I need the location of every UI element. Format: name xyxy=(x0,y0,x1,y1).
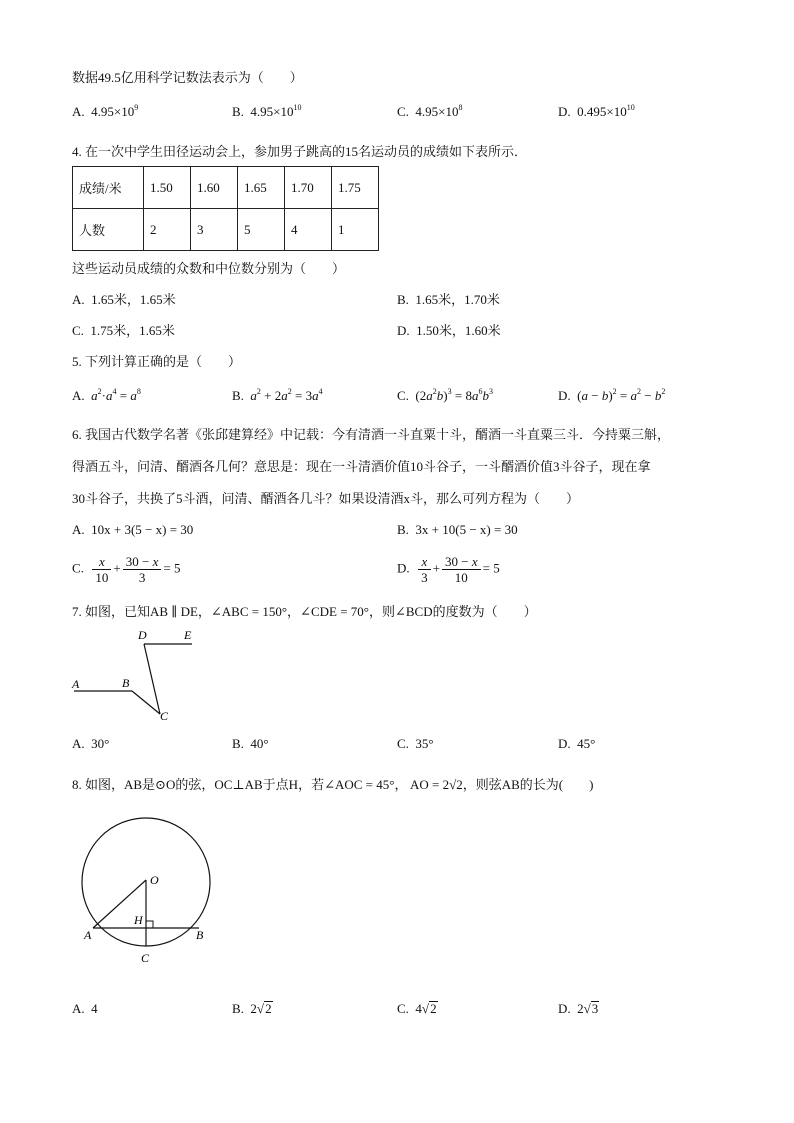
q5-option-c: C. $(2a^2b)^3 = 8a^6b^3$ xyxy=(397,387,493,403)
q4-stem: 4. 在一次中学生田径运动会上，参加男子跳高的15名运动员的成绩如下表所示． xyxy=(72,144,528,159)
q6-option-d: D. $\frac{x}{3}$ + $\frac{30 - x}{10}$ = 5 xyxy=(397,554,500,585)
q5-option-a: A. $a^2\cdot a^4 = a^8$ xyxy=(72,387,141,403)
q7-option-a: A. 30° xyxy=(72,736,110,751)
figure-label: C xyxy=(141,951,150,965)
table-cell: 1.65 xyxy=(238,167,285,209)
table-cell: 1.50 xyxy=(144,167,191,209)
q8-stem xyxy=(72,774,593,793)
table-cell: 1.60 xyxy=(191,167,238,209)
table-cell: 4 xyxy=(285,209,332,251)
figure-label: A xyxy=(84,928,92,942)
table-cell: 3 xyxy=(191,209,238,251)
q3-stem: 数据49.5亿用科学记数法表示为（ ） xyxy=(72,70,303,85)
figure-label: B xyxy=(196,928,204,942)
q8-option-d: D. 2√3 xyxy=(558,1001,599,1016)
q8-option-c: C. 4√2 xyxy=(397,1001,437,1016)
table-row xyxy=(73,209,379,251)
q5-option-b: B. $a^2 + 2a^2 = 3a^4$ xyxy=(232,387,323,403)
table-cell: 5 xyxy=(238,209,285,251)
q4-question: 这些运动员成绩的众数和中位数分别为（ ） xyxy=(72,261,346,276)
q4-option-c: C. 1.75米，1.65米 xyxy=(72,323,175,338)
q3-option-a: A. $4.95\times 10^9$ xyxy=(72,103,139,119)
table-cell: 成绩/米 xyxy=(73,167,144,209)
q6-line3: 30斗谷子，共换了5斗酒，问清、醑酒各几斗？如果设清酒x斗，那么可列方程为（ ） xyxy=(72,491,580,506)
table-cell: 1.75 xyxy=(332,167,379,209)
figure-label: B xyxy=(122,676,130,690)
q3-option-d: D. $0.495\times 10^{10}$ xyxy=(558,103,635,119)
figure-label: A xyxy=(72,677,80,691)
q6-option-b: B. 3x + 10(5 − x) = 30 xyxy=(397,522,518,537)
q4-option-b: B. 1.65米，1.70米 xyxy=(397,292,500,307)
q6-option-a: A. 10x + 3(5 − x) = 30 xyxy=(72,522,194,537)
table-cell: 1.70 xyxy=(285,167,332,209)
figure-label: H xyxy=(134,913,143,927)
q8-option-a: A. 4 xyxy=(72,1001,98,1016)
q4-option-d: D. 1.50米，1.60米 xyxy=(397,323,501,338)
q7-option-d: D. 45° xyxy=(558,736,596,751)
figure-label: O xyxy=(150,873,159,887)
table-row xyxy=(73,167,379,209)
figure-label: E xyxy=(184,628,192,642)
q8-stem-part2: AO = 2√2，则弦AB的长为( ) xyxy=(410,777,594,792)
q6-line1: 6. 我国古代数学名著《张邱建算经》中记载：今有清酒一斗直粟十斗，醑酒一斗直粟三斗．今持粟三斛， xyxy=(72,427,671,442)
q3-option-b: B. $4.95\times 10^{10}$ xyxy=(232,103,302,119)
q8-stem-part1: 8. 如图，AB是⊙O的弦，OC⊥AB于点H，若∠AOC = 45°， xyxy=(72,777,408,792)
table-cell: 人数 xyxy=(73,209,144,251)
q3-option-c: C. $4.95\times 10^8$ xyxy=(397,103,463,119)
q5-stem: 5. 下列计算正确的是（ ） xyxy=(72,354,242,369)
q8-option-b: B. 2√2 xyxy=(232,1001,272,1016)
table-cell: 1 xyxy=(332,209,379,251)
q7-option-c: C. 35° xyxy=(397,736,434,751)
q6-option-c: C. $\frac{x}{10}$ + $\frac{30 - x}{3}$ = 5 xyxy=(72,554,181,585)
figure-label: D xyxy=(138,628,147,642)
q6-line2: 得酒五斗，问清、醑酒各几何？意思是：现在一斗清酒价值10斗谷子，一斗醑酒价值3斗谷子，现在拿 xyxy=(72,459,651,474)
q7-stem: 7. 如图，已知AB ∥ DE，∠ABC = 150°，∠CDE = 70°，则∠BCD的度数为（ ） xyxy=(72,604,537,619)
parallel-lines-figure xyxy=(66,624,206,726)
circle-figure xyxy=(76,800,226,970)
q4-option-a: A. 1.65米，1.65米 xyxy=(72,292,176,307)
figure-label: C xyxy=(160,709,169,723)
table-cell: 2 xyxy=(144,209,191,251)
q5-option-d: D. $(a - b)^2 = a^2 - b^2$ xyxy=(558,387,666,403)
score-table xyxy=(72,166,379,251)
q7-option-b: B. 40° xyxy=(232,736,269,751)
